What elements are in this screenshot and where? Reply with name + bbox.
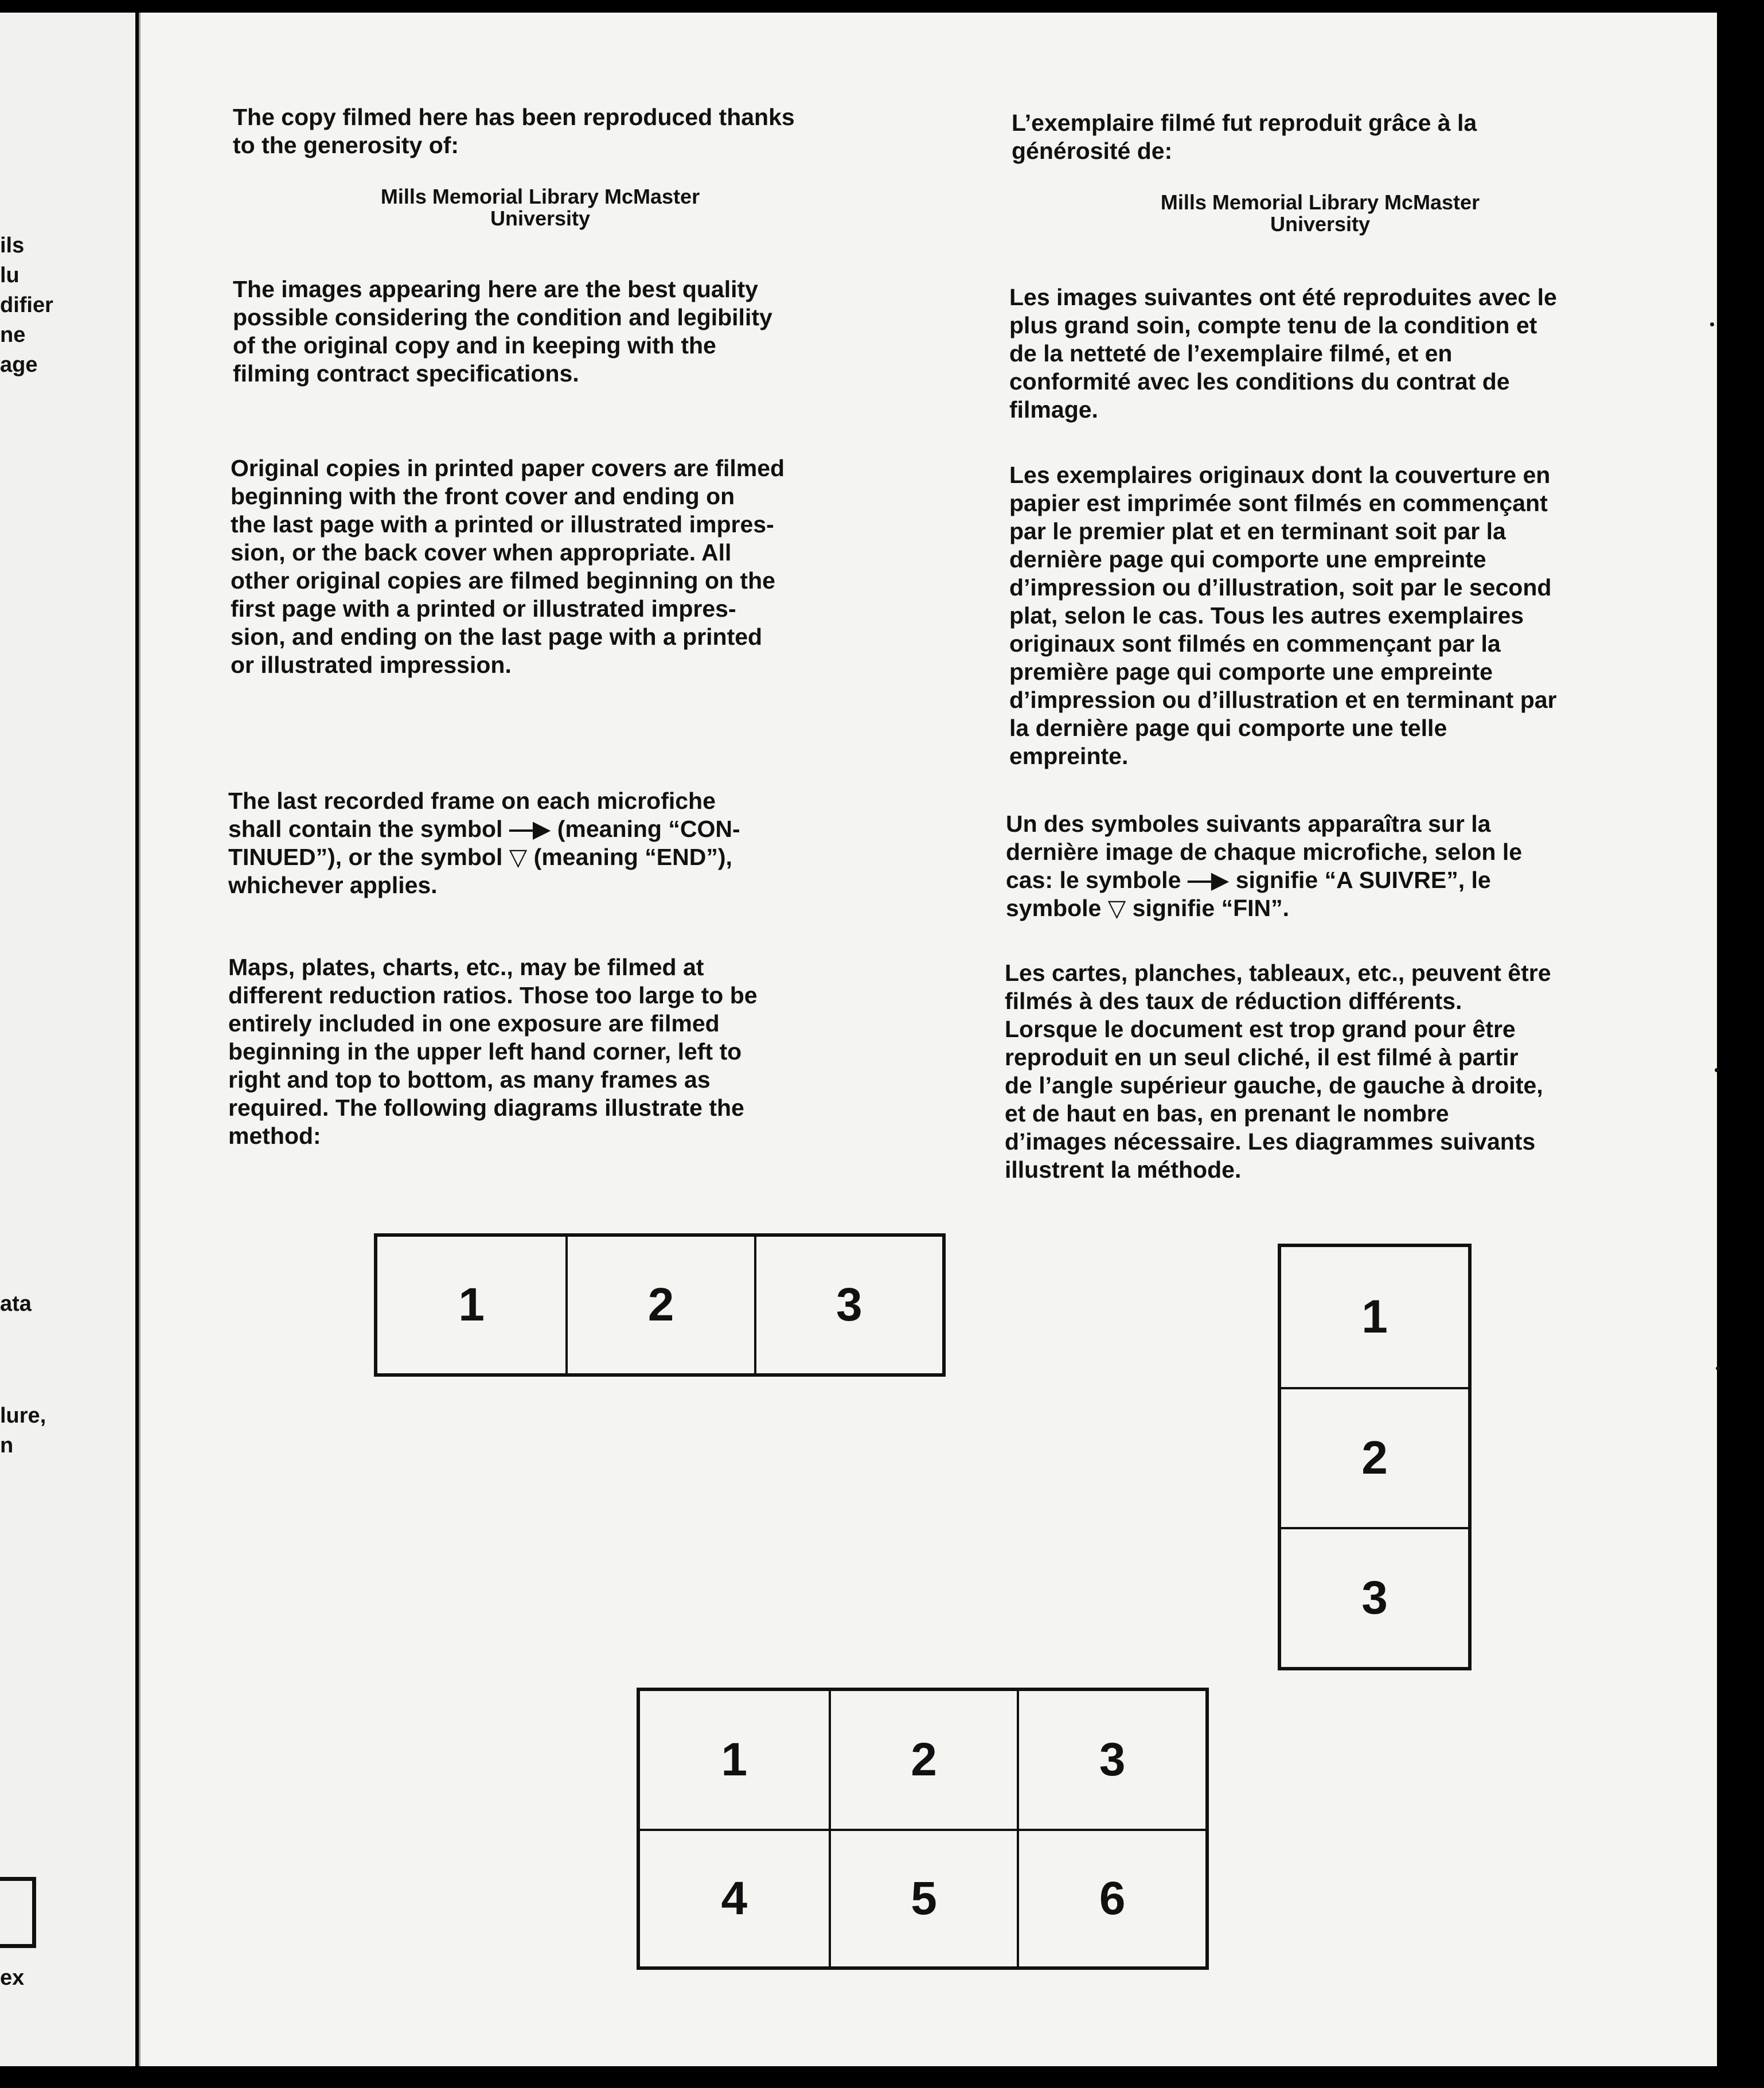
frame-number: 3: [754, 1237, 942, 1373]
fragment-text: ata: [0, 1292, 32, 1316]
fragment-text: ex: [0, 1966, 25, 1990]
frame-number: 1: [721, 1733, 748, 1786]
frame-number: 4: [640, 1829, 829, 1966]
fragment-text: n: [0, 1433, 14, 1458]
english-library-name: Mills Memorial Library McMaster University: [380, 185, 700, 230]
frame-number: 3: [1281, 1527, 1468, 1667]
diagram-grid: [637, 1688, 1209, 1970]
frame-number: 3: [1017, 1691, 1205, 1829]
fragment-text: lure,: [0, 1404, 46, 1428]
fragment-text: age: [0, 353, 38, 377]
french-intro: L’exemplaire filmé fut reproduit grâce à la générosité de:: [1012, 110, 1477, 164]
french-maps-paragraph: Les cartes, planches, tableaux, etc., peuvent être filmés à des taux de réduction différents. Lorsque le document est trop grand pour être reproduit en un seul cliché, il est filmé à partir de l’angle supérieur gauche, de gauche à droite, et de haut en bas, en prenant le nombre d’images nécessaire. Les diagrammes suivants illustrent la méthode.: [1005, 960, 1551, 1183]
left-page-fragment: [0, 13, 135, 2066]
speck: [1710, 322, 1714, 326]
speck: [1716, 1366, 1720, 1370]
diagram-horizontal: [374, 1233, 946, 1377]
fragment-text: lu: [0, 263, 19, 287]
english-quality-paragraph: The images appearing here are the best quality possible considering the condition and legibility of the original copy and in keeping with the filming contract specifications.: [233, 276, 772, 387]
frame-number: 2: [1281, 1387, 1468, 1527]
english-intro: The copy filmed here has been reproduced thanks to the generosity of:: [233, 104, 795, 158]
english-maps-paragraph: Maps, plates, charts, etc., may be filmed at different reduction ratios. Those too large to be entirely included in one exposure are filmed beginning in the upper left hand corner, left to right and top to bottom, as many frames as required. The following diagrams illustrate the method:: [228, 954, 758, 1149]
french-symbol-paragraph: Un des symboles suivants apparaîtra sur la dernière image de chaque microfiche, selon le cas: le symbole —▶ signifie “A SUIVRE”, le symbole ▽ signifie “FIN”.: [1006, 811, 1523, 921]
french-covers-paragraph: Les exemplaires originaux dont la couverture en papier est imprimée sont filmés en commençant par le premier plat et en terminant soit par la dernière page qui comporte une empreinte d’impression ou d’illustration, soit par le second plat, selon le cas. Tous les autres exemplaires originaux sont filmés en commençant par la première page qui comporte une empreinte d’impression ou d’illustration et en terminant par la dernière page qui comporte une telle empreinte.: [1009, 462, 1557, 769]
frame-number: 5: [829, 1829, 1017, 1966]
frame-number: 2: [565, 1237, 754, 1373]
french-quality-paragraph: Les images suivantes ont été reproduites avec le plus grand soin, compte tenu de la condition et de la netteté de l’exemplaire filmé, et en conformité avec les conditions du contrat de filmage.: [1009, 284, 1557, 423]
english-covers-paragraph: Original copies in printed paper covers are filmed beginning with the front cover and ending on the last page with a printed or illustrated impres- sion, or the back cover when appropriate. All other original copies are filmed beginning on the first page with a printed or illustrated impres- sion, and ending on the last page with a printed or illustrated impression.: [231, 455, 785, 678]
fragment-text: ne: [0, 323, 26, 347]
fragment-text: difier: [0, 293, 53, 317]
frame-number: 1: [458, 1279, 485, 1331]
document-page: [139, 13, 1717, 2066]
fragment-text: ils: [0, 233, 25, 258]
frame-number: 1: [1361, 1291, 1388, 1343]
speck: [1715, 1068, 1719, 1072]
diagram-vertical: [1278, 1244, 1472, 1670]
fragment-box: [0, 1877, 36, 1948]
english-symbol-paragraph: The last recorded frame on each microfiche shall contain the symbol —▶ (meaning “CON- TINUED”), or the symbol ▽ (meaning “END”), whichever applies.: [228, 788, 740, 898]
frame-number: 6: [1017, 1829, 1205, 1966]
frame-number: 2: [829, 1691, 1017, 1829]
french-library-name: Mills Memorial Library McMaster University: [1160, 190, 1480, 236]
